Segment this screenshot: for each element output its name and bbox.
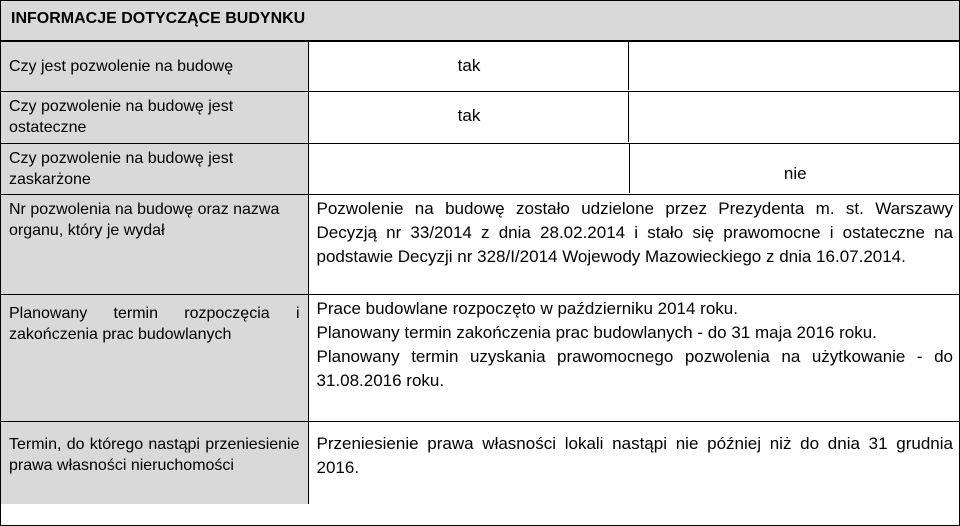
table-row [1, 422, 959, 504]
schedule-line: Prace budowlane rozpoczęto w październiku 2014 roku. [316, 299, 738, 318]
table-row [1, 92, 959, 144]
row-value-appealed [308, 144, 959, 195]
row-label-final: Czy pozwolenie na budowę jest ostateczne [1, 92, 308, 144]
section-title: INFORMACJE DOTYCZĄCE BUDYNKU [1, 1, 959, 41]
table-row [1, 42, 959, 92]
schedule-line: Planowany termin uzyskania prawomocnego pozwolenia na użytkowanie - do 31.08.2016 roku. [316, 347, 953, 390]
row-value-ownership: Przeniesienie prawa własności lokali nastąpi nie później niż do dnia 31 grudnia 2016. [308, 422, 959, 504]
value-text: tak [309, 92, 629, 142]
row-value-permit-number: Pozwolenie na budowę zostało udzielone przez Prezydenta m. st. Warszawy Decyzją nr 33/2014 z dnia 28.02.2014 i stało się prawomocne i ostateczne na podstawie Decyzji nr 328/I/2014 Wojewody Mazowieckiego z dnia 16.07.2014. [308, 195, 959, 295]
value-text: nie [783, 164, 807, 183]
table-row [1, 195, 959, 295]
schedule-line: Planowany termin zakończenia prac budowlanych - do 31 maja 2016 roku. [316, 323, 877, 342]
row-value-schedule [308, 295, 959, 422]
row-value-permit [308, 42, 959, 92]
row-label-appealed: Czy pozwolenie na budowę jest zaskarżone [1, 144, 308, 195]
building-info-table [1, 41, 959, 504]
table-row [1, 295, 959, 422]
row-label-permit: Czy jest pozwolenie na budowę [1, 42, 308, 92]
row-label-permit-number: Nr pozwolenia na budowę oraz nazwa organu, który je wydał [1, 195, 308, 295]
table-row [1, 144, 959, 195]
value-text: tak [309, 42, 629, 90]
row-label-ownership: Termin, do którego nastąpi przeniesienie prawa własności nieruchomości [1, 422, 308, 504]
row-value-final [308, 92, 959, 144]
row-label-schedule: Planowany termin rozpoczęcia i zakończenia prac budowlanych [1, 295, 308, 422]
